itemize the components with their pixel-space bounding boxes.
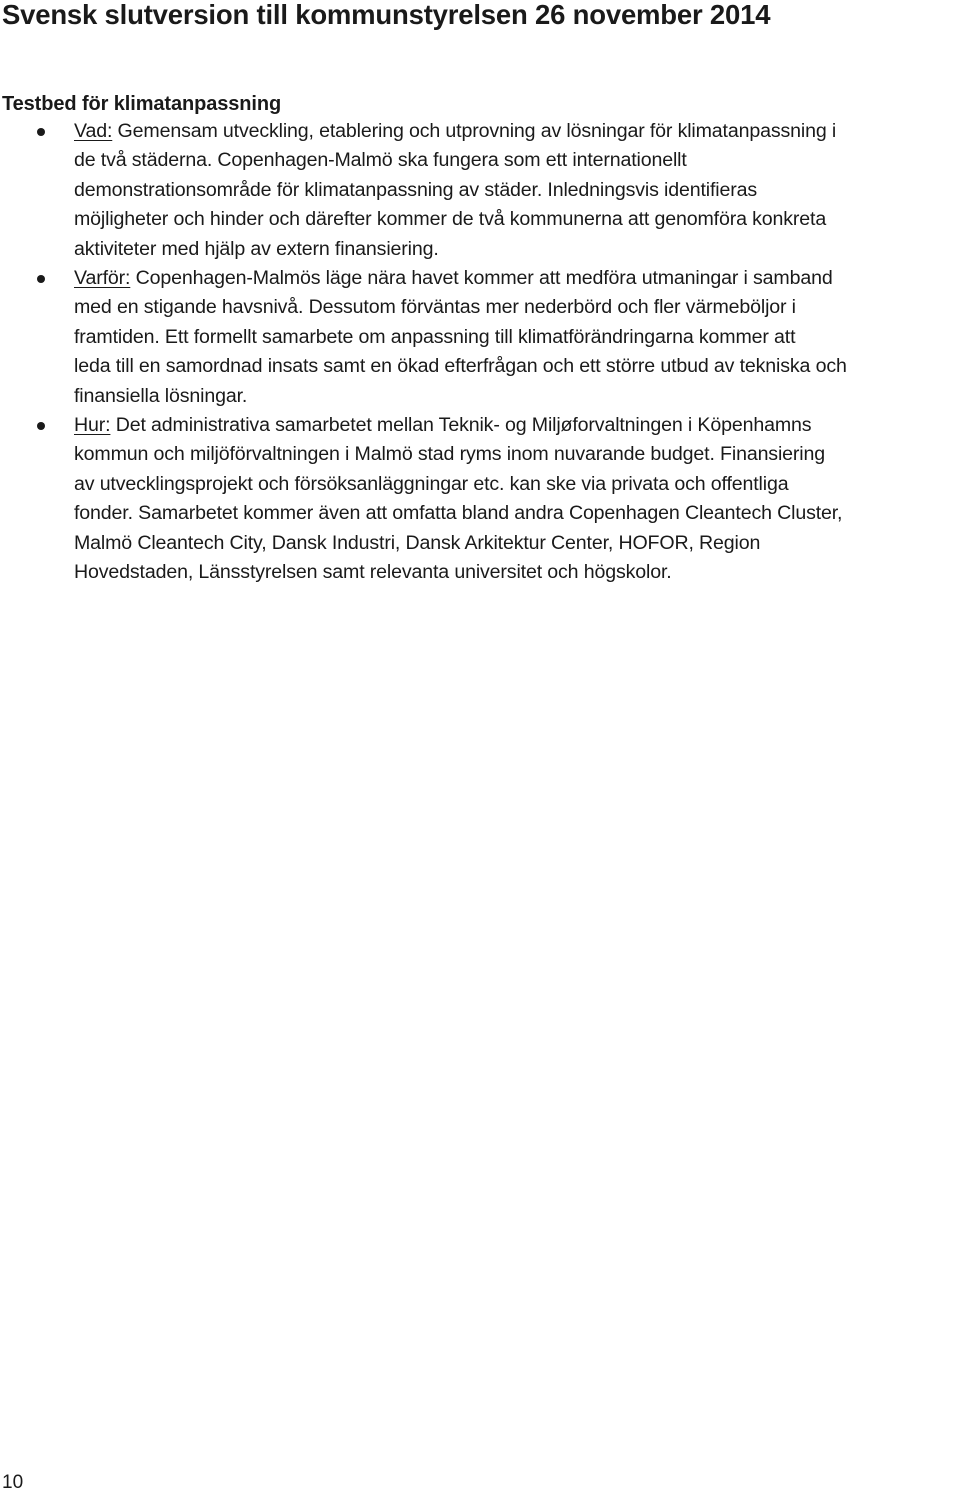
bullet-line: fonder. Samarbetet kommer även att omfatta bland andra Copenhagen Cleantech Cluster, (74, 502, 843, 525)
bullet-line: demonstrationsområde för klimatanpassning av städer. Inledningsvis identifieras (74, 178, 758, 201)
bullet-item-varfor (0, 264, 960, 411)
section-heading: Testbed för klimatanpassning (2, 93, 282, 115)
bullet-line (74, 117, 958, 146)
bullet-text: Copenhagen-Malmös läge nära havet kommer att medföra utmaningar i samband (130, 267, 833, 290)
bullet-line: framtiden. Ett formellt samarbete om anpassning till klimatförändringarna kommer att (74, 325, 796, 348)
bullet-line: leda till en samordnad insats samt en ökad efterfrågan och ett större utbud av tekniska och (74, 355, 847, 378)
bullet-label-varfor: Varför: (74, 267, 131, 290)
bullet-item-hur (0, 411, 960, 587)
bullet-dot-icon (37, 275, 45, 283)
bullet-dot-icon (37, 128, 45, 136)
page-number: 10 (2, 1472, 24, 1493)
bullet-line (74, 264, 958, 293)
bullet-dot-icon (37, 422, 45, 430)
bullet-line: Malmö Cleantech City, Dansk Industri, Dansk Arkitektur Center, HOFOR, Region (74, 531, 761, 554)
bullet-text: Gemensam utveckling, etablering och utprovning av lösningar för klimatanpassning i (112, 120, 837, 142)
bullet-label-vad: Vad: (74, 120, 113, 142)
bullet-text: Det administrativa samarbetet mellan Teknik- og Miljøforvaltningen i Köpenhamns (110, 414, 812, 437)
bullet-line: kommun och miljöförvaltningen i Malmö stad ryms inom nuvarande budget. Finansiering (74, 443, 825, 466)
bullet-line: finansiella lösningar. (74, 384, 248, 407)
page-title: Svensk slutversion till kommunstyrelsen 26 november 2014 (2, 0, 771, 30)
bullet-line: Hovedstaden, Länsstyrelsen samt relevanta universitet och högskolor. (74, 561, 672, 584)
bullet-list (0, 117, 960, 588)
bullet-item-vad (0, 117, 960, 264)
bullet-line: aktiviteter med hjälp av extern finansiering. (74, 237, 439, 260)
bullet-line: av utvecklingsprojekt och försöksanläggningar etc. kan ske via privata och offentliga (74, 472, 789, 495)
bullet-label-hur: Hur: (74, 414, 111, 437)
bullet-line: de två städerna. Copenhagen-Malmö ska fungera som ett internationellt (74, 149, 687, 172)
bullet-line (74, 411, 958, 440)
bullet-line: möjligheter och hinder och därefter kommer de två kommunerna att genomföra konkreta (74, 208, 827, 231)
bullet-line: med en stigande havsnivå. Dessutom förväntas mer nederbörd och fler värmeböljor i (74, 296, 796, 319)
